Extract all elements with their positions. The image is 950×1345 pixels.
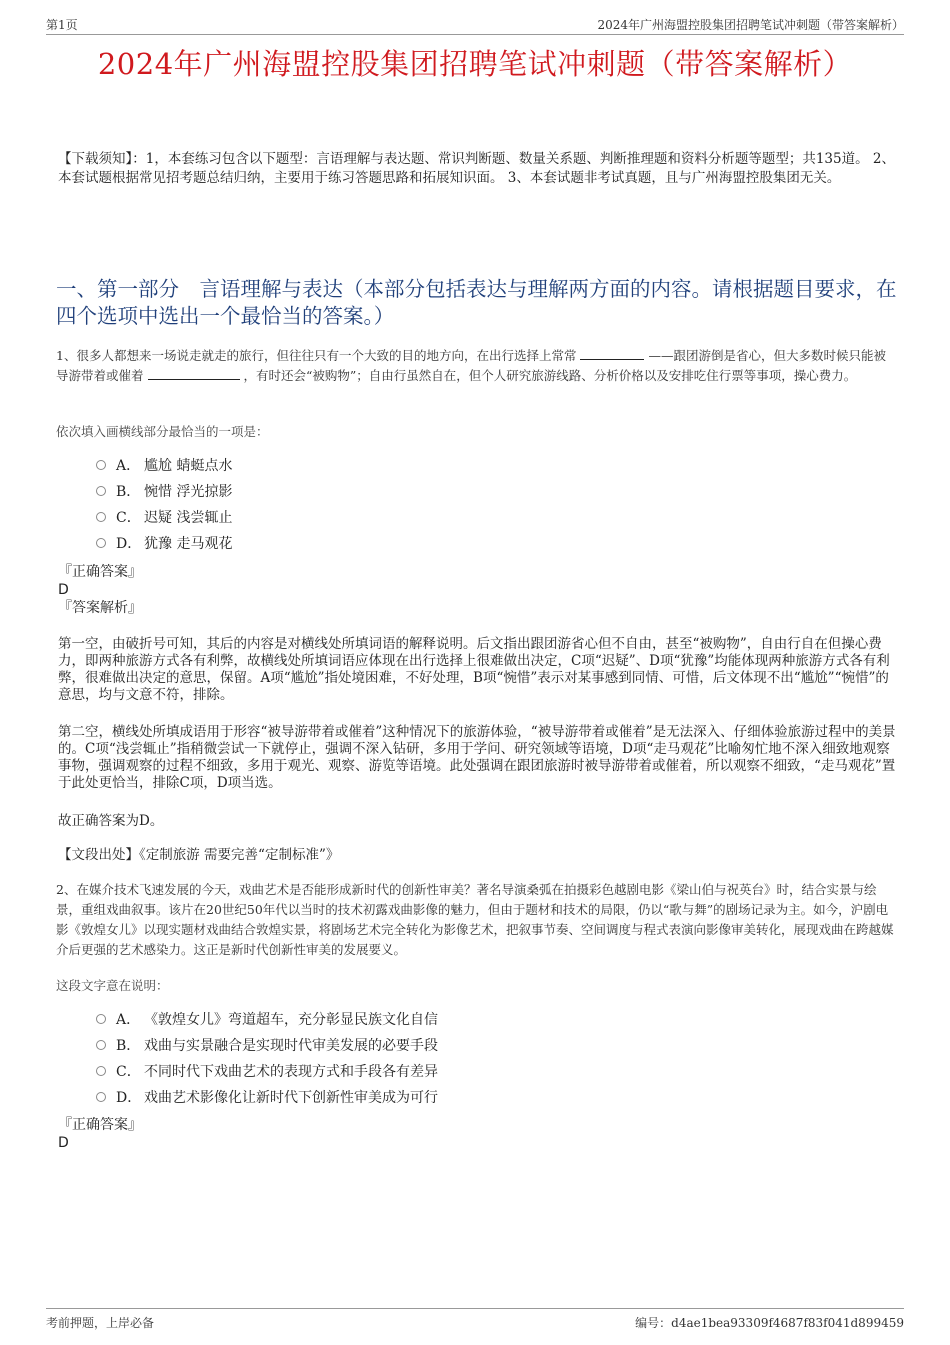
page-footer bbox=[46, 1308, 904, 1331]
question-1-text-part-c: ，有时还会“被购物”；自由行虽然自在，但个人研究旅游线路、分析价格以及安排吃住行票等事项，操心费力。 bbox=[243, 368, 857, 383]
analysis-conclusion: 故正确答案为D。 bbox=[58, 813, 164, 829]
page-header bbox=[46, 14, 904, 35]
question-1-text-part-a: 1、很多人都想来一场说走就走的旅行，但往往只有一个大致的目的地方向，在出行选择上常常 bbox=[56, 348, 577, 363]
option-c[interactable]: C． 不同时代下戏曲艺术的表现方式和手段各有差异 bbox=[96, 1059, 438, 1085]
question-1-text-part-b: ——跟团游倒是省心，但大多数时候只能被导游带着或催着 bbox=[56, 348, 886, 383]
header-doc-title: 2024年广州海盟控股集团招聘笔试冲刺题（带答案解析） bbox=[597, 18, 904, 32]
radio-icon[interactable] bbox=[96, 460, 106, 470]
option-a[interactable]: A． 尴尬 蜻蜓点水 bbox=[96, 453, 232, 479]
radio-icon[interactable] bbox=[96, 1092, 106, 1102]
radio-icon[interactable] bbox=[96, 1066, 106, 1076]
question-1-answer bbox=[58, 563, 142, 617]
download-notice: 【下载须知】：1，本套练习包含以下题型：言语理解与表达题、常识判断题、数量关系题、判断推理题和资料分析题等题型；共135道。 2、本套试题根据常见招考题总结归纳，主要用于练习答题思路和拓展知识面。 3、本套试题非考试真题，且与广州海盟控股集团无关。 bbox=[58, 151, 895, 186]
analysis-source: 【文段出处】《定制旅游 需要完善“定制标准”》 bbox=[58, 847, 340, 863]
option-d[interactable]: D． 戏曲艺术影像化让新时代下创新性审美成为可行 bbox=[96, 1085, 438, 1111]
question-2-text: 2、在媒介技术飞速发展的今天，戏曲艺术是否能形成新时代的创新性审美？著名导演桑弧在拍摄彩色越剧电影《梁山伯与祝英台》时，结合实景与绘景，重组戏曲叙事。该片在20世纪50年代以当时的技术初露戏曲影像的魅力，但由于题材和技术的局限，仍以“歌与舞”的剧场记录为主。如今，沪剧电影《敦煌女儿》以现实题材戏曲结合敦煌实景，将剧场艺术完全转化为影像艺术，把叙事节奏、空间调度与程式表演向影像审美转化，展现戏曲在跨越媒介后更强的艺术感染力。这正是新时代创新性审美的发展要义。 bbox=[56, 882, 894, 957]
question-1-options bbox=[96, 453, 232, 557]
answer-value: D bbox=[58, 1135, 69, 1151]
radio-icon[interactable] bbox=[96, 1040, 106, 1050]
question-2-options bbox=[96, 1007, 438, 1111]
analysis-label: 『答案解析』 bbox=[58, 600, 142, 616]
analysis-paragraph-2: 第二空，横线处所填成语用于形容“被导游带着或催着”这种情况下的旅游体验，“被导游带着或催着”是无法深入、仔细体验旅游过程中的美景的。C项“浅尝辄止”指稍微尝试一下就停止，强调不深入钻研，多用于学问、研究领域等语境，D项“走马观花”比喻匆忙地不深入细致地观察事物，强调观察的过程不细致，多用于观光、观察、游览等语境。此处强调在跟团旅游时被导游带着或催着，所以观察不细致，“走马观花”置于此处更恰当，排除C项，D项当选。 bbox=[58, 724, 896, 791]
question-2-answer bbox=[58, 1116, 142, 1152]
radio-icon[interactable] bbox=[96, 1014, 106, 1024]
radio-icon[interactable] bbox=[96, 486, 106, 496]
answer-value: D bbox=[58, 582, 69, 598]
question-1-text bbox=[56, 346, 898, 386]
option-b[interactable]: B． 戏曲与实景融合是实现时代审美发展的必要手段 bbox=[96, 1033, 438, 1059]
radio-icon[interactable] bbox=[96, 512, 106, 522]
option-c[interactable]: C． 迟疑 浅尝辄止 bbox=[96, 505, 232, 531]
answer-label: 『正确答案』 bbox=[58, 1117, 142, 1133]
answer-label: 『正确答案』 bbox=[58, 564, 142, 580]
footer-code: 编号：d4ae1bea93309f4687f83f041d899459 bbox=[635, 1316, 904, 1330]
question-2-prompt: 这段文字意在说明： bbox=[56, 978, 169, 993]
option-a[interactable]: A． 《敦煌女儿》弯道超车，充分彰显民族文化自信 bbox=[96, 1007, 438, 1033]
section-title: 一、第一部分 言语理解与表达（本部分包括表达与理解两方面的内容。请根据题目要求，在四个选项中选出一个最恰当的答案。） bbox=[56, 277, 897, 328]
blank-1 bbox=[580, 346, 644, 360]
analysis-paragraph-1: 第一空，由破折号可知，其后的内容是对横线处所填词语的解释说明。后文指出跟团游省心但不自由，甚至“被购物”，自由行自在但操心费力，即两种旅游方式各有利弊，故横线处所填词语应体现在出行选择上很难做出决定，C项“迟疑”、D项“犹豫”均能体现两种旅游方式各有利弊，很难做出决定的意思，保留。A项“尴尬”指处境困难，不好处理，B项“惋惜”表示对某事感到同情、可惜，后文体现不出“尴尬”“惋惜”的意思，均与文意不符，排除。 bbox=[58, 636, 890, 703]
document-title: 2024年广州海盟控股集团招聘笔试冲刺题（带答案解析） bbox=[97, 47, 853, 81]
page-number: 第1页 bbox=[46, 18, 78, 32]
blank-2 bbox=[148, 366, 240, 380]
option-b[interactable]: B． 惋惜 浮光掠影 bbox=[96, 479, 232, 505]
radio-icon[interactable] bbox=[96, 538, 106, 548]
question-1-prompt: 依次填入画横线部分最恰当的一项是： bbox=[56, 424, 269, 439]
footer-slogan: 考前押题，上岸必备 bbox=[46, 1316, 155, 1330]
option-d[interactable]: D． 犹豫 走马观花 bbox=[96, 531, 232, 557]
